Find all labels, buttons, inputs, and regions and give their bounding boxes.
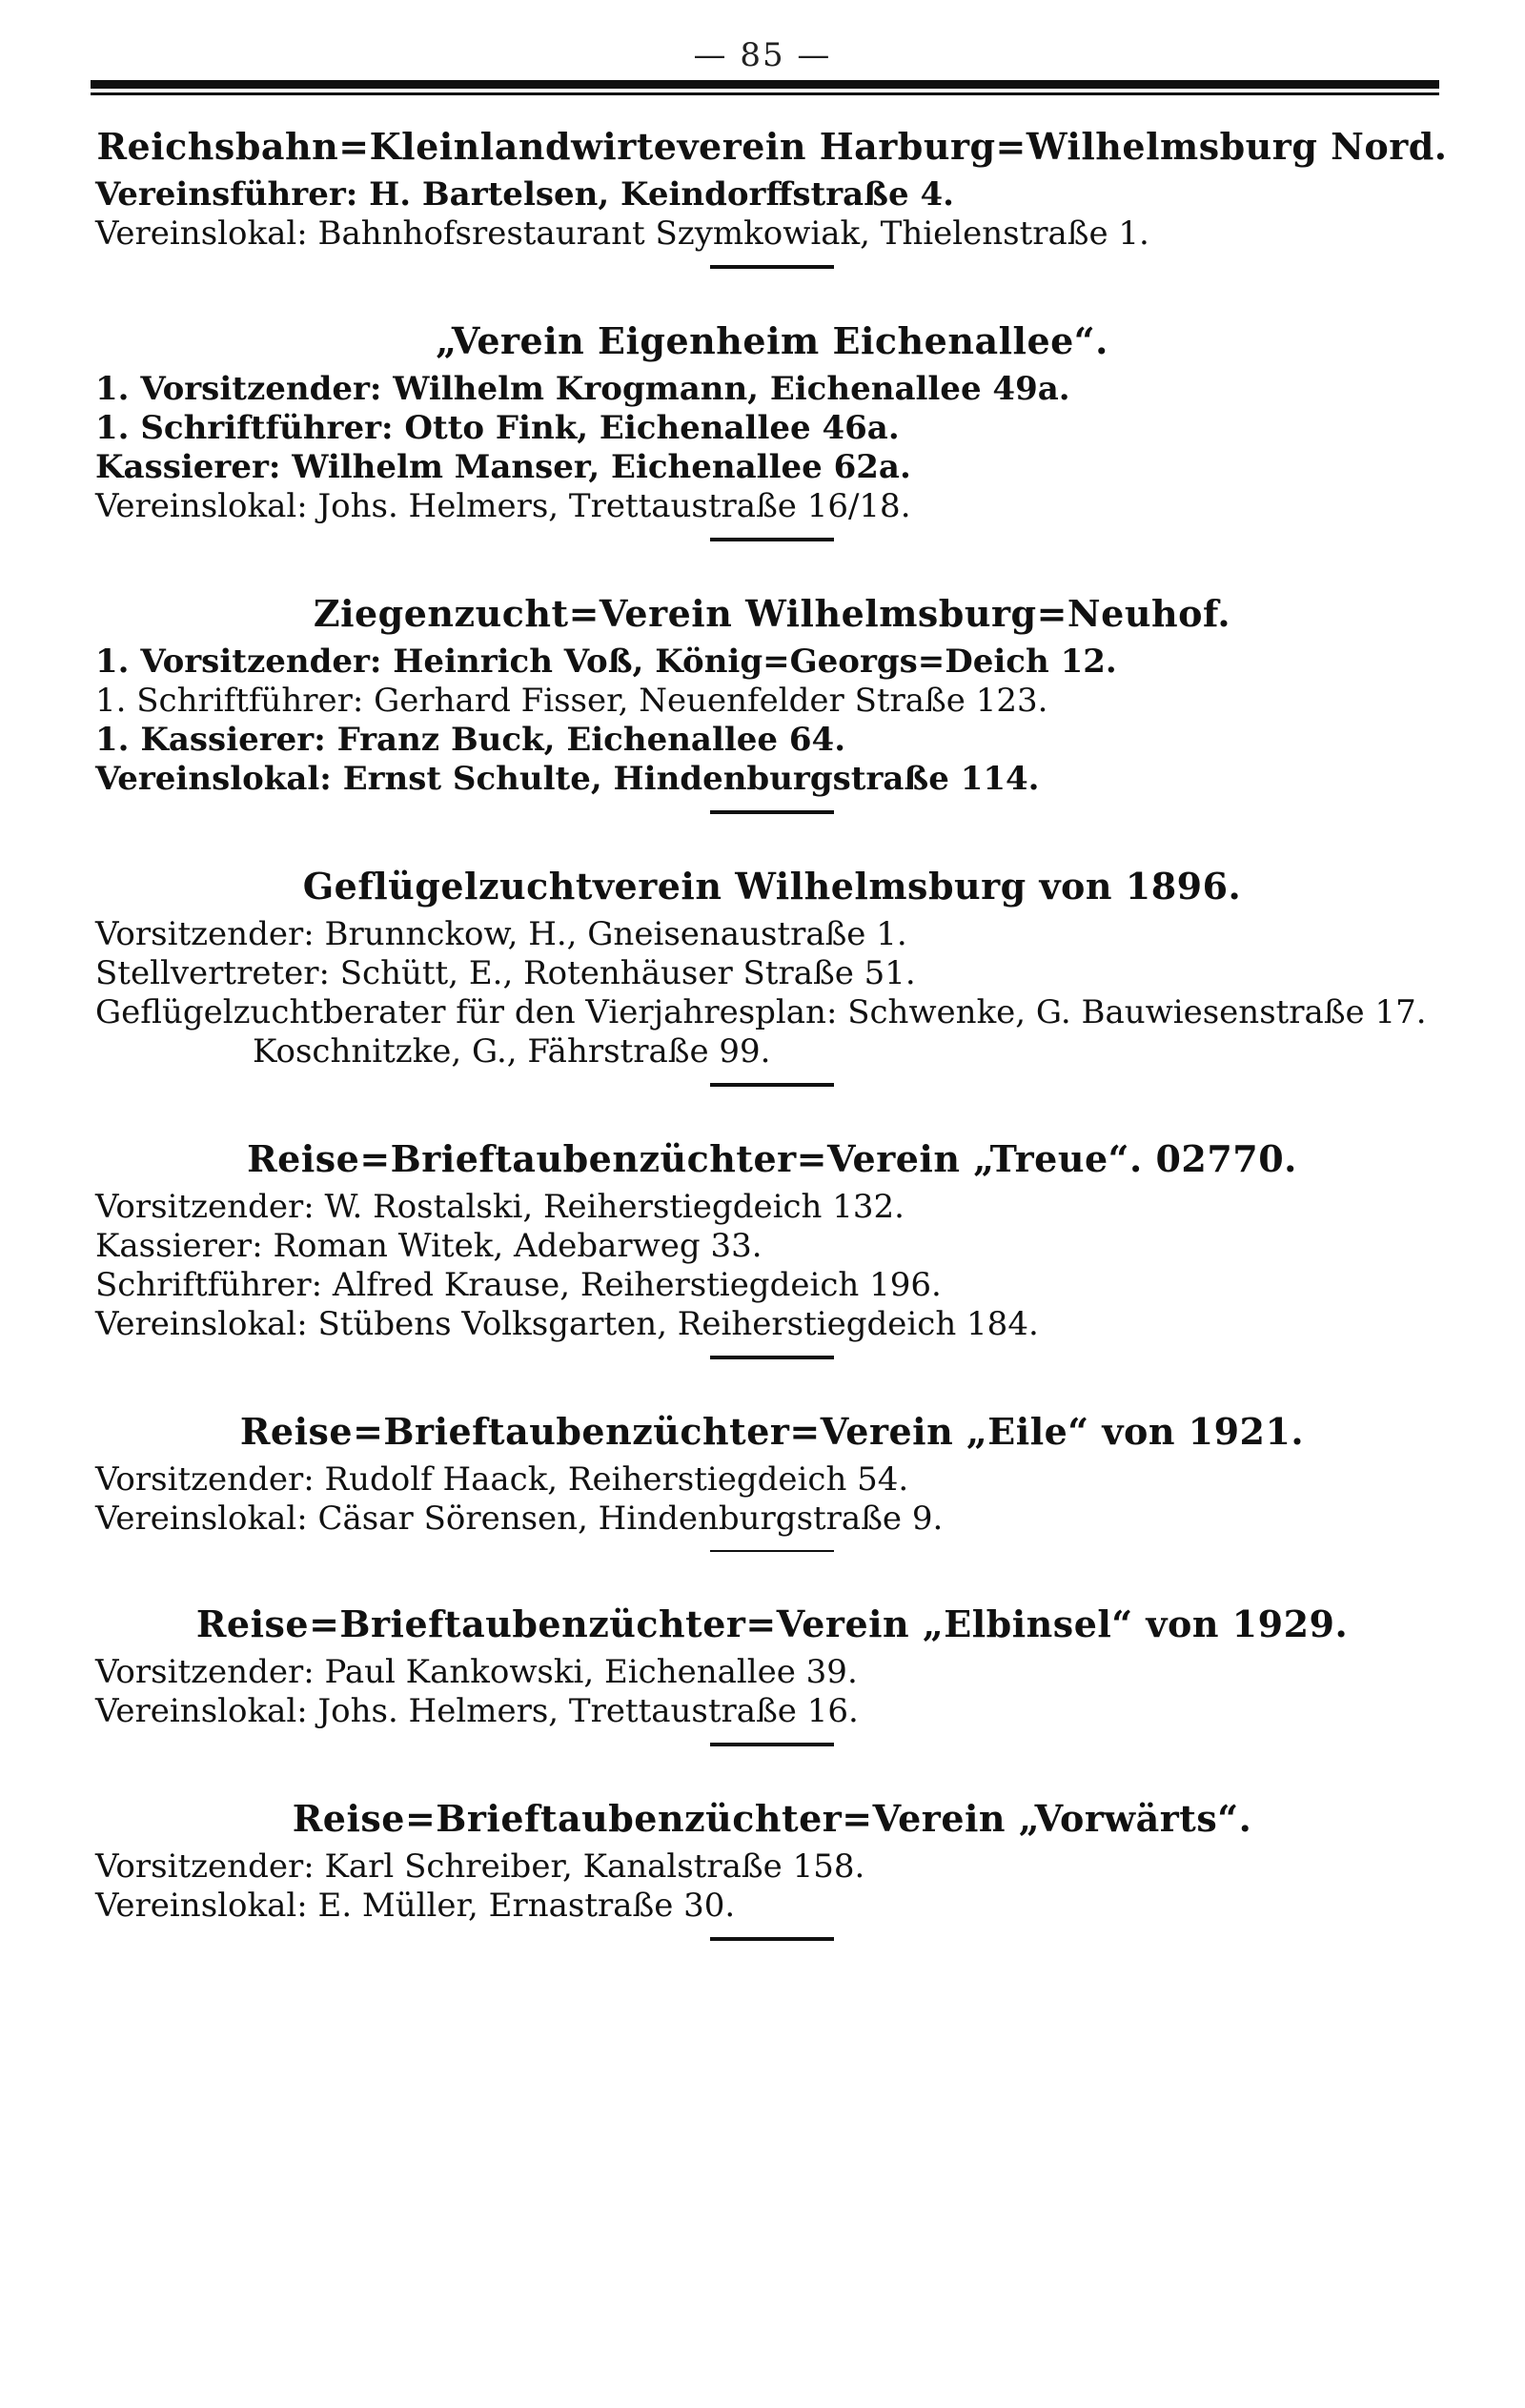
association-section bbox=[95, 591, 1449, 814]
section-separator-rule bbox=[710, 1937, 834, 1941]
association-entry-line: Vereinslokal: Ernst Schulte, Hindenburgstraße 114. bbox=[95, 760, 1040, 798]
association-entry-line: Stellvertreter: Schütt, E., Rotenhäuser Straße 51. bbox=[95, 954, 916, 992]
association-title: Reise=Brieftaubenzüchter=Verein „Eile“ von 1921. bbox=[239, 1410, 1305, 1453]
association-entry-line: Geflügelzuchtberater für den Vierjahresplan: Schwenke, G. Bauwiesenstraße 17. bbox=[95, 993, 1427, 1031]
association-section bbox=[95, 864, 1449, 1087]
association-entry-line: Vorsitzender: Paul Kankowski, Eichenallee 39. bbox=[95, 1653, 858, 1691]
association-title: Reise=Brieftaubenzüchter=Verein „Elbinsel“ von 1929. bbox=[195, 1602, 1349, 1645]
association-section bbox=[95, 124, 1449, 269]
association-entry-line: 1. Kassierer: Franz Buck, Eichenallee 64. bbox=[95, 721, 846, 759]
association-entry-line: Vereinslokal: Stübens Volksgarten, Reiherstiegdeich 184. bbox=[95, 1305, 1039, 1343]
association-entry-line: Vorsitzender: W. Rostalski, Reiherstiegdeich 132. bbox=[95, 1188, 905, 1226]
association-entry-line: Vereinslokal: Johs. Helmers, Trettaustraße 16. bbox=[95, 1692, 859, 1730]
association-section bbox=[95, 1136, 1449, 1359]
header-rule-thick bbox=[91, 80, 1439, 89]
association-entry-line: Vereinslokal: Johs. Helmers, Trettaustraße 16/18. bbox=[95, 487, 911, 525]
association-entry-line: Kassierer: Wilhelm Manser, Eichenallee 62a. bbox=[95, 448, 911, 486]
association-section bbox=[95, 1409, 1449, 1552]
association-entry-line: Vereinsführer: H. Bartelsen, Keindorffstraße 4. bbox=[95, 175, 954, 214]
section-separator-rule bbox=[710, 1743, 834, 1746]
association-title: Ziegenzucht=Verein Wilhelmsburg=Neuhof. bbox=[313, 592, 1231, 635]
association-entry-line: Schriftführer: Alfred Krause, Reiherstiegdeich 196. bbox=[95, 1266, 942, 1304]
header-double-rule bbox=[91, 80, 1439, 97]
section-separator-rule bbox=[710, 1550, 834, 1552]
section-separator-rule bbox=[710, 1356, 834, 1359]
section-separator-rule bbox=[710, 1083, 834, 1087]
association-entry-line: Koschnitzke, G., Fährstraße 99. bbox=[253, 1032, 771, 1071]
association-entry-line: 1. Schriftführer: Otto Fink, Eichenallee 46a. bbox=[95, 409, 900, 447]
association-section bbox=[95, 1796, 1449, 1941]
association-entry-line: Vorsitzender: Rudolf Haack, Reiherstiegdeich 54. bbox=[95, 1460, 909, 1499]
association-entry-line: 1. Vorsitzender: Wilhelm Krogmann, Eichenallee 49a. bbox=[95, 370, 1070, 408]
association-section bbox=[95, 1602, 1449, 1746]
association-entry-line: Vereinslokal: Bahnhofsrestaurant Szymkowiak, Thielenstraße 1. bbox=[95, 214, 1149, 253]
association-entry-line: Vereinslokal: Cäsar Sörensen, Hindenburgstraße 9. bbox=[95, 1500, 944, 1538]
association-entry-line: Vorsitzender: Karl Schreiber, Kanalstraße 158. bbox=[95, 1847, 865, 1886]
association-entry-line: 1. Schriftführer: Gerhard Fisser, Neuenfelder Straße 123. bbox=[95, 682, 1048, 720]
association-title: Geflügelzuchtverein Wilhelmsburg von 1896. bbox=[302, 865, 1242, 908]
association-section bbox=[95, 318, 1449, 541]
association-entry-line: Kassierer: Roman Witek, Adebarweg 33. bbox=[95, 1227, 762, 1265]
association-entry-line: Vorsitzender: Brunnckow, H., Gneisenaustraße 1. bbox=[95, 915, 907, 953]
page-number: — 85 — bbox=[693, 36, 832, 74]
section-separator-rule bbox=[710, 538, 834, 541]
association-title: Reichsbahn=Kleinlandwirteverein Harburg=Wilhelmsburg Nord. bbox=[96, 125, 1448, 168]
association-entry-line: Vereinslokal: E. Müller, Ernastraße 30. bbox=[95, 1887, 736, 1925]
association-title: „Verein Eigenheim Eichenallee“. bbox=[436, 319, 1108, 362]
association-title: Reise=Brieftaubenzüchter=Verein „Vorwärts“. bbox=[292, 1797, 1252, 1840]
section-separator-rule bbox=[710, 265, 834, 269]
association-entry-line: 1. Vorsitzender: Heinrich Voß, König=Georgs=Deich 12. bbox=[95, 643, 1117, 681]
association-list bbox=[95, 124, 1449, 1990]
header-rule-thin bbox=[91, 92, 1439, 95]
association-title: Reise=Brieftaubenzüchter=Verein „Treue“. 02770. bbox=[247, 1137, 1297, 1180]
section-separator-rule bbox=[710, 810, 834, 814]
